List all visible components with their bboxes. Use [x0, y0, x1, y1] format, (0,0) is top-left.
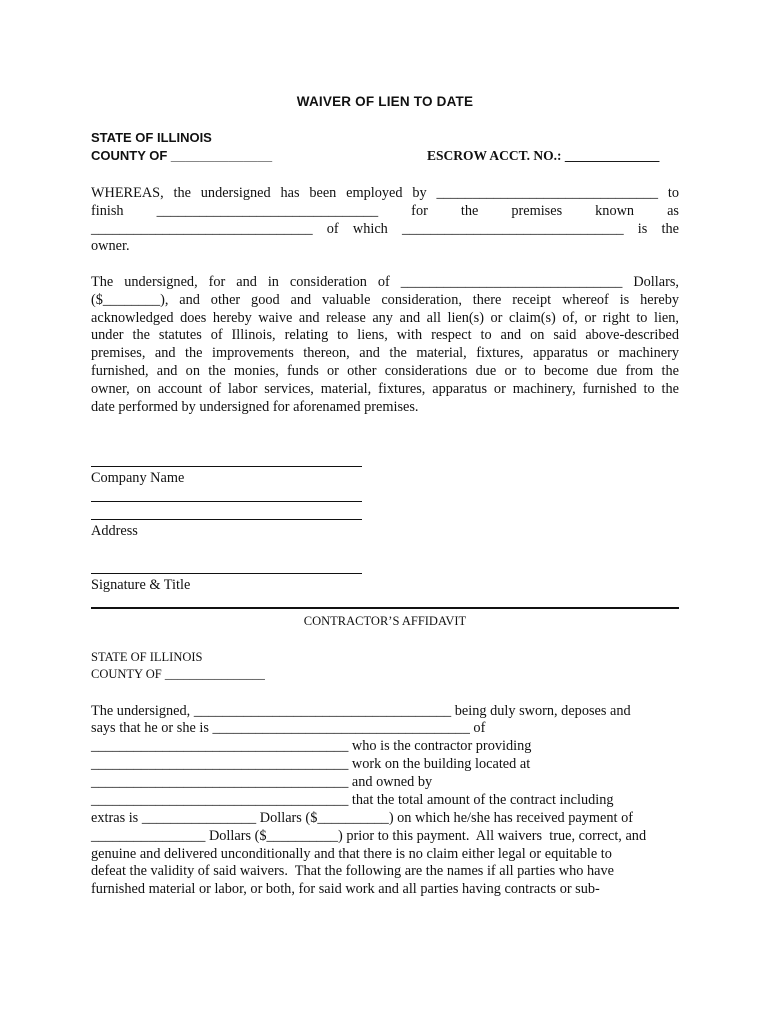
section-divider [91, 607, 679, 609]
affidavit-state: STATE OF ILLINOIS [91, 650, 203, 664]
document-title: WAIVER OF LIEN TO DATE [296, 94, 474, 109]
whereas-line-1: WHEREAS, the undersigned has been employed by _______________________________ to [91, 185, 679, 201]
escrow-account-field[interactable]: ESCROW ACCT. NO.: ______________ [427, 148, 660, 163]
affidavit-line-7: extras is ________________ Dollars ($__________) on which he/she has received payment of [91, 810, 633, 826]
address-line-2[interactable] [91, 519, 362, 520]
consideration-line-3: acknowledged does hereby waive and release any and all lien(s) or claim(s) of, or right to lien, [91, 310, 679, 326]
consideration-line-4: under the statutes of Illinois, relating to liens, with respect to and on said above-described [91, 327, 679, 343]
consideration-line-1: The undersigned, for and in consideration of _______________________________ Dollars, [91, 274, 679, 290]
affidavit-line-10: defeat the validity of said waivers. That the following are the names if all parties who have [91, 863, 614, 879]
whereas-line-2: finish _______________________________ for the premises known as [91, 203, 679, 219]
consideration-line-8: date performed by undersigned for aforenamed premises. [91, 399, 419, 415]
consideration-line-5: premises, and the improvements thereon, and the material, fixtures, apparatus or machinery [91, 345, 679, 361]
state-heading: STATE OF ILLINOIS [91, 130, 212, 145]
affidavit-title: CONTRACTOR’S AFFIDAVIT [303, 614, 467, 628]
consideration-line-2: ($________), and other good and valuable consideration, there receipt whereof is hereby [91, 292, 679, 308]
affidavit-line-5: ____________________________________ and owned by [91, 774, 433, 790]
affidavit-line-2: says that he or she is ____________________________________ of [91, 720, 486, 736]
affidavit-line-6: ____________________________________ that the total amount of the contract including [91, 792, 614, 808]
signature-line[interactable] [91, 573, 362, 574]
affidavit-line-8: ________________ Dollars ($__________) prior to this payment. All waivers true, correct, and [91, 828, 647, 844]
signature-title-label: Signature & Title [91, 577, 191, 593]
affidavit-line-9: genuine and delivered unconditionally and that there is no claim either legal or equitable to [91, 846, 612, 862]
affidavit-line-1: The undersigned, ____________________________________ being duly sworn, deposes and [91, 703, 631, 719]
address-label: Address [91, 523, 138, 539]
affidavit-county-field[interactable]: COUNTY OF ________________ [91, 667, 265, 681]
affidavit-line-4: ____________________________________ work on the building located at [91, 756, 531, 772]
address-line-1[interactable] [91, 501, 362, 502]
company-name-label: Company Name [91, 470, 185, 486]
consideration-line-6: furnished, and on the monies, funds or other considerations due or to become due from the [91, 363, 679, 379]
county-field[interactable]: COUNTY OF ______________ [91, 148, 273, 163]
affidavit-line-3: ____________________________________ who is the contractor providing [91, 738, 532, 754]
consideration-line-7: owner, on account of labor services, material, fixtures, apparatus or machinery, furnished to the [91, 381, 679, 397]
whereas-line-4: owner. [91, 238, 130, 254]
affidavit-line-11: furnished material or labor, or both, for said work and all parties having contracts or sub- [91, 881, 600, 897]
company-name-line[interactable] [91, 466, 362, 467]
whereas-line-3: _______________________________ of which _______________________________ is the [91, 221, 679, 237]
